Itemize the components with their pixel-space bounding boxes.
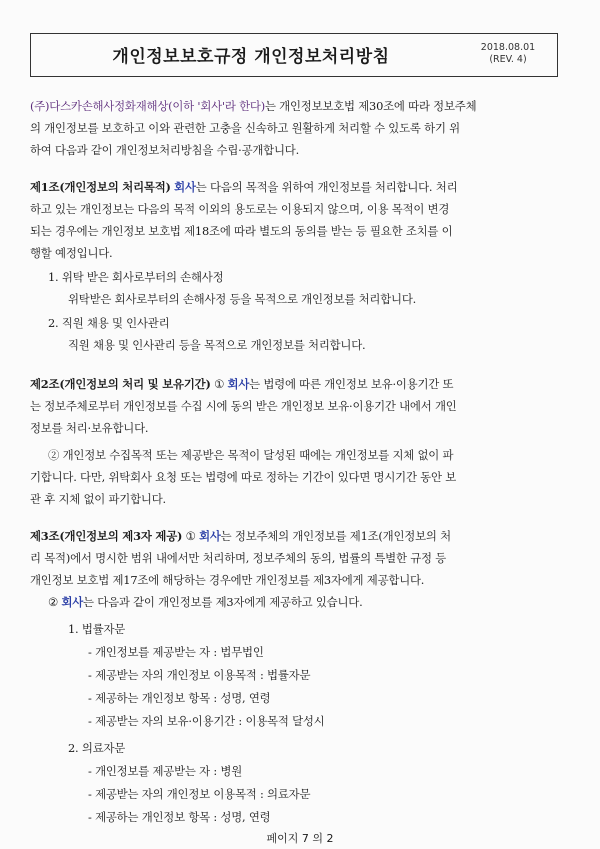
- group-2-item: - 제공받는 자의 개인정보 이용목적 : 의료자문: [88, 787, 311, 801]
- header-box: [30, 33, 558, 77]
- article3-para2-line: ② 회사는 다음과 같이 개인정보를 제3자에게 제공하고 있습니다.: [48, 595, 363, 609]
- article2-para2-line-3: 관 후 지체 없이 파기합니다.: [30, 492, 166, 506]
- intro-line-3: 하여 다음과 같이 개인정보처리방침을 수립·공개합니다.: [30, 143, 300, 157]
- article2-heading: 제2조(개인정보의 처리 및 보유기간): [30, 377, 211, 391]
- group-2-item: - 제공하는 개인정보 항목 : 성명, 연령: [88, 810, 271, 824]
- article1-item-2-title: 2. 직원 채용 및 인사관리: [48, 316, 170, 330]
- article2-line-1: 제2조(개인정보의 처리 및 보유기간) ① 회사는 법령에 따른 개인정보 보유·이용기간 또: [30, 377, 454, 391]
- revision-date: 2018.08.01: [480, 42, 536, 53]
- article3-line-2: 리 목적)에서 명시한 범위 내에서만 처리하며, 정보주체의 동의, 법률의 특별한 규정 등: [30, 551, 447, 565]
- article1-line-2: 하고 있는 개인정보는 다음의 목적 이외의 용도로는 이용되지 않으며, 이용 목적이 변경: [30, 202, 450, 216]
- article3-line-3: 개인정보 보호법 제17조에 해당하는 경우에만 개인정보를 제3자에게 제공합니다.: [30, 573, 425, 587]
- company-name: (주)다스카손해사정화재해상(이하 '회사'라 한다): [30, 99, 265, 113]
- article2-line-2: 는 정보주체로부터 개인정보를 수집 시에 동의 받은 개인정보 보유·이용기간 내에서 개인: [30, 399, 457, 413]
- article1-heading: 제1조(개인정보의 처리목적): [30, 180, 171, 194]
- article1-item-2-desc: 직원 채용 및 인사관리 등을 목적으로 개인정보를 처리합니다.: [68, 338, 366, 352]
- group-2-title: 2. 의료자문: [68, 741, 126, 755]
- document-title: 개인정보보호규정 개인정보처리방침: [112, 47, 390, 67]
- page-number: 페이지 7 의 2: [266, 832, 334, 845]
- article1-line-1: 제1조(개인정보의 처리목적) 회사는 다음의 목적을 위하여 개인정보를 처리합니다. 처리: [30, 180, 458, 194]
- article1-line-3: 되는 경우에는 개인정보 보호법 제18조에 따라 별도의 동의를 받는 등 필요한 조치를 이: [30, 224, 453, 238]
- revision-number: (REV. 4): [489, 54, 527, 65]
- group-1-title: 1. 법률자문: [68, 622, 126, 636]
- group-1-item: - 제공하는 개인정보 항목 : 성명, 연령: [88, 691, 271, 705]
- article1-item-1-desc: 위탁받은 회사로부터의 손해사정 등을 목적으로 개인정보를 처리합니다.: [68, 292, 417, 306]
- intro-line-1: (주)다스카손해사정화재해상(이하 '회사'라 한다)는 개인정보보호법 제30조에 따라 정보주체: [30, 99, 477, 113]
- article3-heading: 제3조(개인정보의 제3자 제공): [30, 529, 183, 543]
- revision-info: [471, 42, 545, 66]
- intro-line-2: 의 개인정보를 보호하고 이와 관련한 고충을 신속하고 원활하게 처리할 수 있도록 하기 위: [30, 121, 460, 135]
- article1-line-4: 행할 예정입니다.: [30, 246, 113, 260]
- group-1-item: - 제공받는 자의 보유·이용기간 : 이용목적 달성시: [88, 714, 325, 728]
- article2-para2-line-1: ② 개인정보 수집목적 또는 제공받은 목적이 달성된 때에는 개인정보를 지체 없이 파: [48, 448, 454, 462]
- article3-line-1: 제3조(개인정보의 제3자 제공) ① 회사는 정보주체의 개인정보를 제1조(개인정보의 처: [30, 529, 451, 543]
- group-1-item: - 제공받는 자의 개인정보 이용목적 : 법률자문: [88, 668, 311, 682]
- article1-item-1-title: 1. 위탁 받은 회사로부터의 손해사정: [48, 270, 224, 284]
- article2-line-3: 정보를 처리·보유합니다.: [30, 421, 149, 435]
- group-2-item: - 개인정보를 제공받는 자 : 병원: [88, 764, 243, 778]
- group-1-item: - 개인정보를 제공받는 자 : 법무법인: [88, 645, 264, 659]
- article2-para2-line-2: 기합니다. 다만, 위탁회사 요청 또는 법령에 따로 정하는 기간이 있다면 명시기간 동안 보: [30, 470, 457, 484]
